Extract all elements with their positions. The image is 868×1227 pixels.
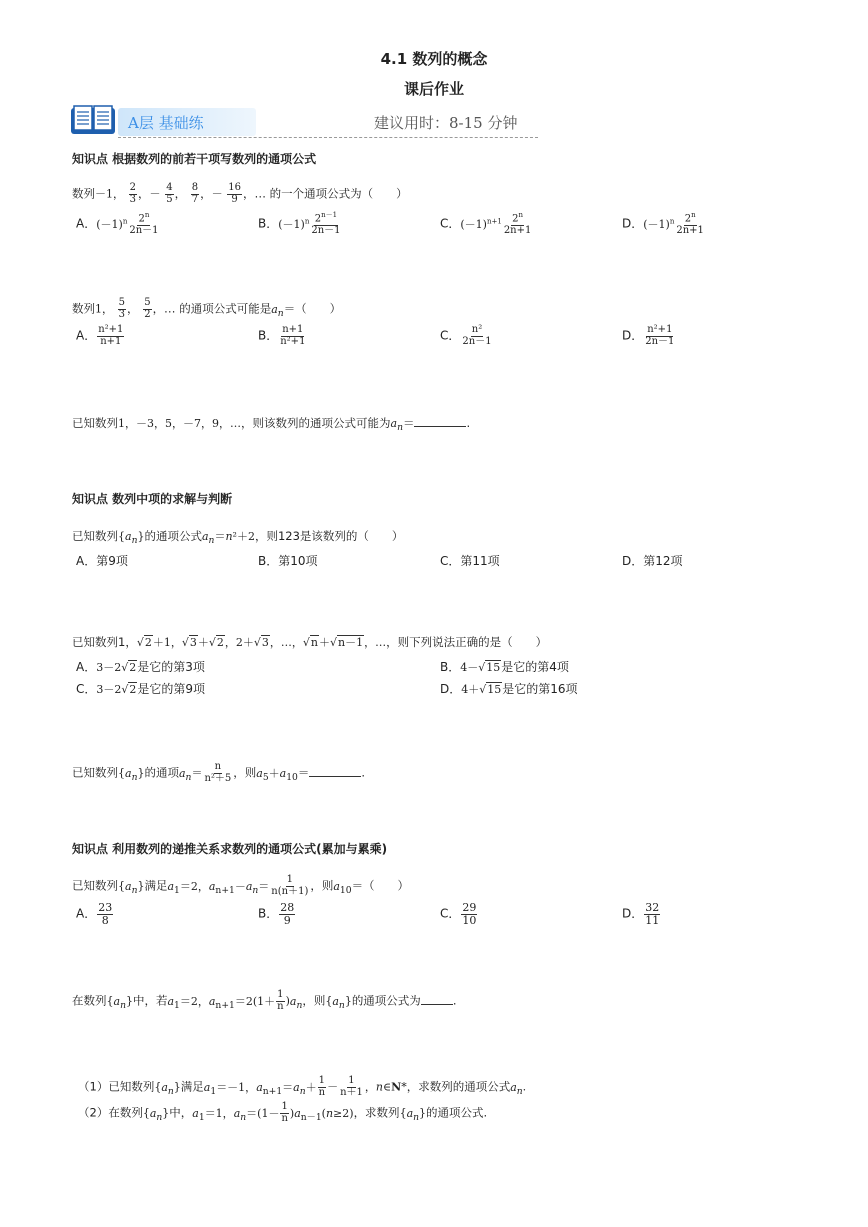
q7-option-d[interactable]: D． $\frac{32}{11}$: [622, 901, 660, 927]
q8-answer-blank[interactable]: [421, 1004, 453, 1005]
question-4-stem: 已知数列$\{a_n\}$的通项公式$a_n=n^2+2$，则123是该数列的（ ）: [72, 529, 404, 547]
q1-option-a[interactable]: A．$(-1)^n$ $\frac{2^n}{2n-1}$: [76, 211, 159, 236]
level-label: A层 基础练: [128, 114, 204, 132]
question-9-part-1: （1）已知数列$\{a_n\}$满足$a_1=-1$，$a_{n+1}=a_n+$ $\frac{1}{n}$ － $\frac{1}{n+1}$ ，n∈N*，求数列的通项公式$a_n$.: [78, 1075, 527, 1098]
q1-option-c[interactable]: C．$(-1)^{n+1}$ $\frac{2^n}{2n+1}$: [440, 211, 532, 236]
q1-option-b[interactable]: B．$(-1)^n$ $\frac{2^{n-1}}{2n-1}$: [258, 211, 341, 236]
header-divider: [118, 137, 538, 138]
q3-answer-blank[interactable]: [414, 426, 466, 427]
question-2-stem: 数列1， $\frac{5}{3}$ ， $\frac{5}{2}$ ，… 的通项公式可能是$a_n=$（ ）: [72, 297, 342, 320]
page-title: 4.1 数列的概念: [380, 50, 488, 68]
q2-option-a[interactable]: A． $\frac{\text{n²+1}}{n+1}$: [76, 324, 124, 347]
q4-option-d[interactable]: D．第12项: [622, 554, 683, 568]
q5-option-d[interactable]: D．4＋√15是它的第16项: [440, 682, 578, 696]
q7-option-b[interactable]: B． $\frac{28}{9}$: [258, 901, 295, 927]
section-heading-2: 知识点 数列中项的求解与判断: [72, 492, 233, 506]
time-hint: 建议用时：8-15 分钟: [374, 114, 518, 132]
section-heading-1: 知识点 根据数列的前若干项写数列的通项公式: [72, 152, 317, 166]
q2-option-c[interactable]: C． $\frac{\text{n²}}{2n-1}$: [440, 324, 492, 347]
question-5-stem: 已知数列1，√2＋1，√3＋√2，2＋√3，…，√n＋√n－1，…，则下列说法正确的是（ ）: [72, 635, 548, 649]
question-7-stem: 已知数列$\{a_n\}$满足$a_1=2$，$a_{n+1}-a_n=$ $\frac{1}{n(n+1)}$ ，则$a_{10}=$（ ）: [72, 874, 410, 897]
question-9-part-2: （2）在数列$\{a_n\}$中，$a_1=1$，$a_n=(1-$ $\frac{1}{n}$ )$a_{n-1}(n\ge 2)$，求数列$\{a_n\}$的通项公式.: [78, 1101, 488, 1124]
question-3-stem: 已知数列1，－3，5，－7，9，…，则该数列的通项公式可能为$a_n=$ .: [72, 416, 471, 434]
question-8-stem: 在数列$\{a_n\}$中，若$a_1=2$，$a_{n+1}=2(1+$ $\frac{1}{n}$ )$a_n$，则$\{a_n\}$的通项公式为 .: [72, 989, 457, 1012]
q1-option-d[interactable]: D．$(-1)^n$ $\frac{2^n}{2n+1}$: [622, 211, 704, 236]
q5-option-a[interactable]: A．3－2√2是它的第3项: [76, 660, 205, 674]
q2-option-b[interactable]: B． $\frac{n+1}{\text{n²+1}}$: [258, 324, 306, 347]
q5-option-c[interactable]: C．3－2√2是它的第9项: [76, 682, 206, 696]
q4-option-c[interactable]: C．第11项: [440, 554, 500, 568]
q7-option-a[interactable]: A． $\frac{23}{8}$: [76, 901, 113, 927]
question-1-stem: 数列－1， $\frac{2}{3}$ ，－ $\frac{4}{5}$ ， $\frac{8}{7}$ ，－ $\frac{16}{9}$ ，… 的一个通项公式为（ ）: [72, 182, 408, 205]
question-6-stem: 已知数列$\{a_n\}$的通项$a_n=$ $\frac{n}{\text{n²＋5}}$ ，则$a_5+a_{10}=$ .: [72, 761, 366, 784]
page-subtitle: 课后作业: [403, 80, 464, 98]
q4-option-a[interactable]: A．第9项: [76, 554, 128, 568]
q4-option-b[interactable]: B．第10项: [258, 554, 318, 568]
section-heading-3: 知识点 利用数列的递推关系求数列的通项公式(累加与累乘): [72, 842, 388, 856]
q5-option-b[interactable]: B．4－√15是它的第4项: [440, 660, 569, 674]
q2-option-d[interactable]: D． $\frac{\text{n²+1}}{2n-1}$: [622, 324, 675, 347]
q7-option-c[interactable]: C． $\frac{29}{10}$: [440, 901, 477, 927]
q6-answer-blank[interactable]: [309, 776, 361, 777]
book-icon: [70, 104, 118, 136]
